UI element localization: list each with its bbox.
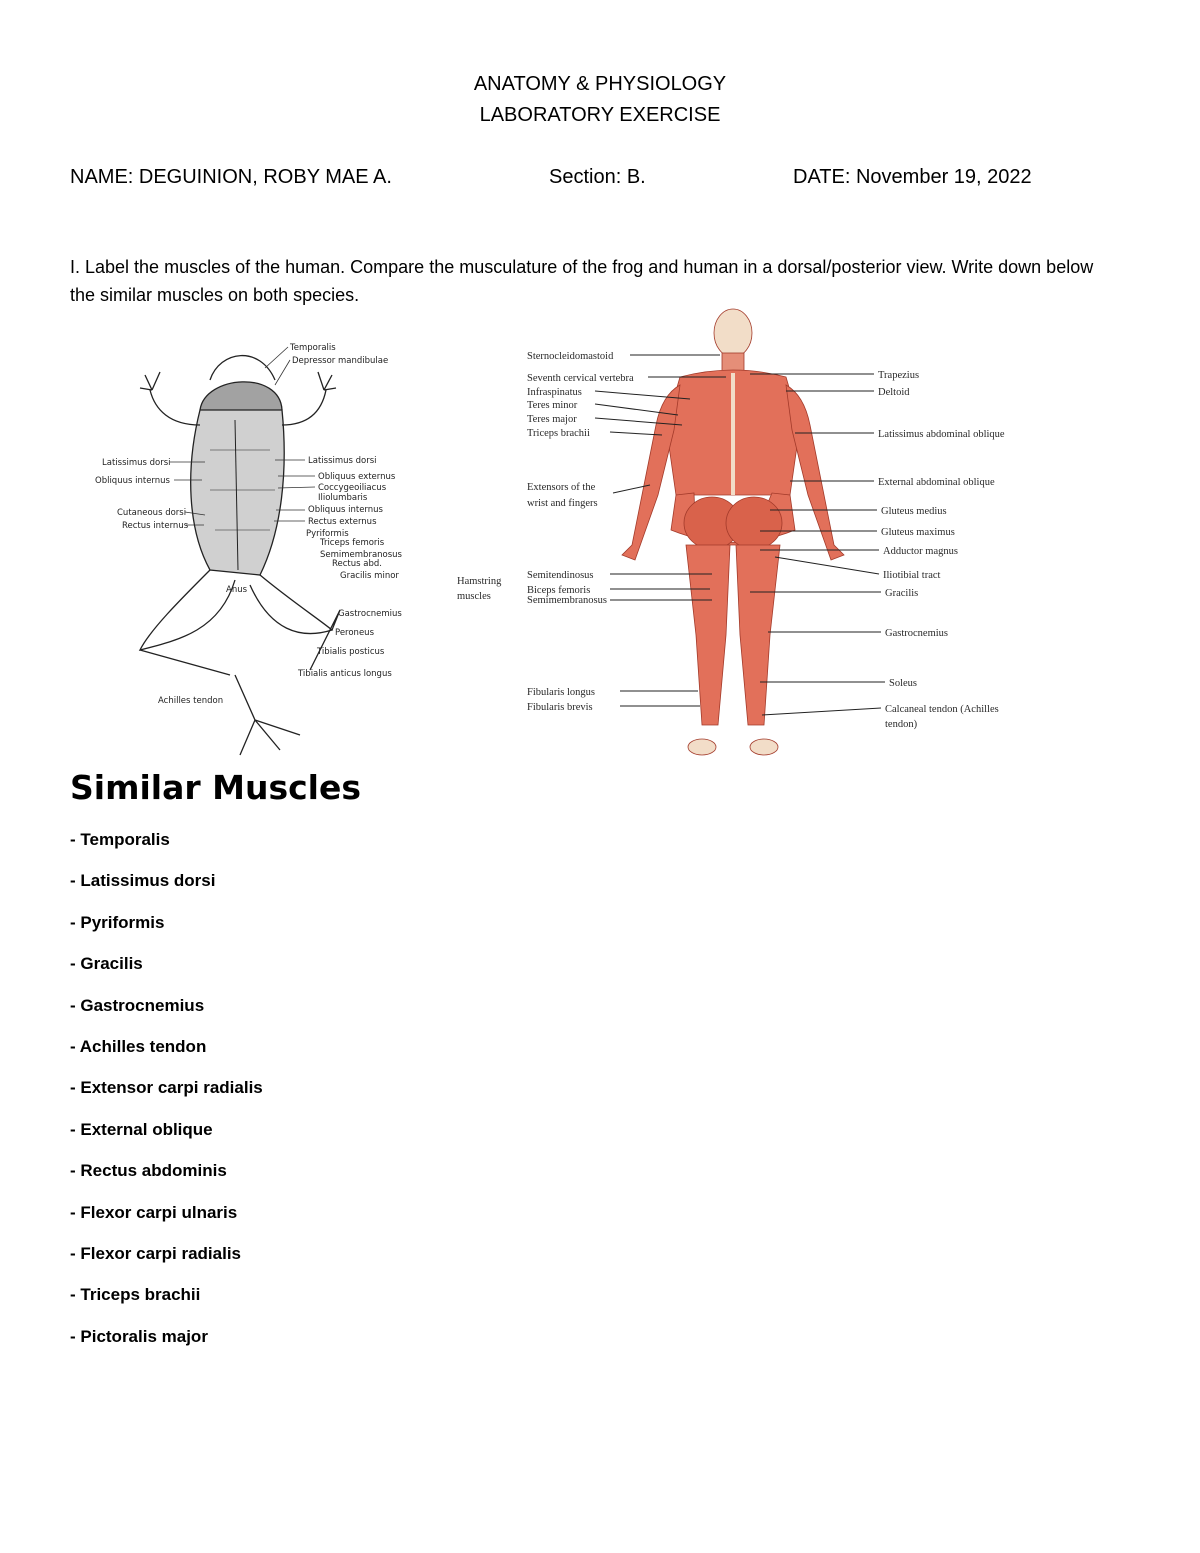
frog-label: Latissimus dorsi [102,458,171,468]
list-item: - Temporalis [70,830,170,849]
date-field: DATE: November 19, 2022 [793,166,1032,188]
frog-label: Depressor mandibulae [292,356,389,366]
human-label: Gastrocnemius [885,628,948,639]
list-item: - Extensor carpi radialis [70,1078,263,1098]
frog-label: Rectus externus [308,517,377,527]
human-label: Gracilis [885,588,919,599]
human-label: muscles [457,591,491,602]
human-label: Sternocleidomastoid [527,351,614,362]
document-subtitle: LABORATORY EXERCISE [479,104,721,126]
frog-label: Iliolumbaris [318,493,368,503]
frog-label: Pyriformis [306,529,349,539]
frog-label: Gastrocnemius [338,609,402,619]
frog-label: Obliquus internus [308,505,383,515]
list-item: - Gastrocnemius [70,995,205,1015]
frog-label: Anus [226,585,248,595]
instructions: I. Label the muscles of the human. Compare the musculature of the frog and human in a dorsal/posterior view. Write down below the similar muscles on both species. [70,257,1094,305]
human-label: Triceps brachii [527,428,590,439]
frog-label: Semimembranosus [320,550,402,560]
human-label: Gluteus maximus [881,527,955,538]
list-item: - Pyriformis [70,912,165,932]
frog-label: Rectus abd. [332,559,382,569]
list-item: - Achilles tendon [70,1036,207,1056]
human-labels-right [878,370,1005,730]
human-label: Fibularis brevis [527,702,593,713]
frog-label: Tibialis posticus [317,647,385,657]
list-item: - Pictoralis major [70,1326,208,1346]
human-label: Latissimus abdominal oblique [878,429,1005,440]
human-label: Adductor magnus [883,546,958,557]
list-item: - Triceps brachii [70,1285,201,1305]
section-field: Section: B. [549,166,646,188]
human-label: Biceps femoris [527,585,591,596]
frog-label: Obliquus externus [318,472,396,482]
human-body [622,309,844,755]
human-label: Hamstring [457,576,502,587]
frog-label: Achilles tendon [158,696,224,706]
human-label: Trapezius [878,370,920,381]
list-item: - External oblique [70,1119,213,1139]
frog-label: Peroneus [335,628,374,638]
human-label: Seventh cervical vertebra [527,373,634,384]
human-label: tendon) [885,719,918,730]
human-label: Gluteus medius [881,506,947,517]
frog-label: Gracilis minor [340,571,399,581]
human-label: Infraspinatus [527,387,582,398]
human-label: Calcaneal tendon (Achilles [885,704,999,715]
human-label: Teres major [527,414,577,425]
human-label: Fibularis longus [527,687,595,698]
human-label: Iliotibial tract [883,570,941,581]
frog-label: Obliquus internus [95,476,170,486]
human-label: External abdominal oblique [878,477,995,488]
student-name: NAME: DEGUINION, ROBY MAE A. [70,166,392,188]
human-label: Semitendinosus [527,570,594,581]
frog-labels-right [289,343,403,679]
similar-muscles-list [70,830,263,1368]
list-item: - Latissimus dorsi [70,871,216,891]
frog-label: Latissimus dorsi [308,456,377,466]
similar-muscles-heading: Similar Muscles [70,768,361,807]
document-title: ANATOMY & PHYSIOLOGY [473,73,727,95]
list-item: - Flexor carpi radialis [70,1243,242,1263]
human-label: wrist and fingers [527,498,598,509]
list-item: - Rectus abdominis [70,1161,227,1181]
frog-label: Cutaneous dorsi [117,508,187,518]
human-label: Soleus [889,678,918,689]
human-label: Teres minor [527,400,578,411]
human-muscle-diagram [450,305,1050,760]
frog-label: Coccygeoiliacus [318,483,387,493]
list-item: - Gracilis [70,954,143,974]
frog-label: Rectus internus [122,521,189,531]
frog-diagram [70,330,430,770]
frog-label: Tibialis anticus longus [298,669,392,679]
list-item: - Flexor carpi ulnaris [70,1202,238,1222]
human-label: Deltoid [878,387,910,398]
human-label: Semimembranosus [527,595,607,606]
human-label: Extensors of the [527,482,596,493]
frog-label: Temporalis [290,343,336,353]
frog-label: Triceps femoris [320,538,385,548]
